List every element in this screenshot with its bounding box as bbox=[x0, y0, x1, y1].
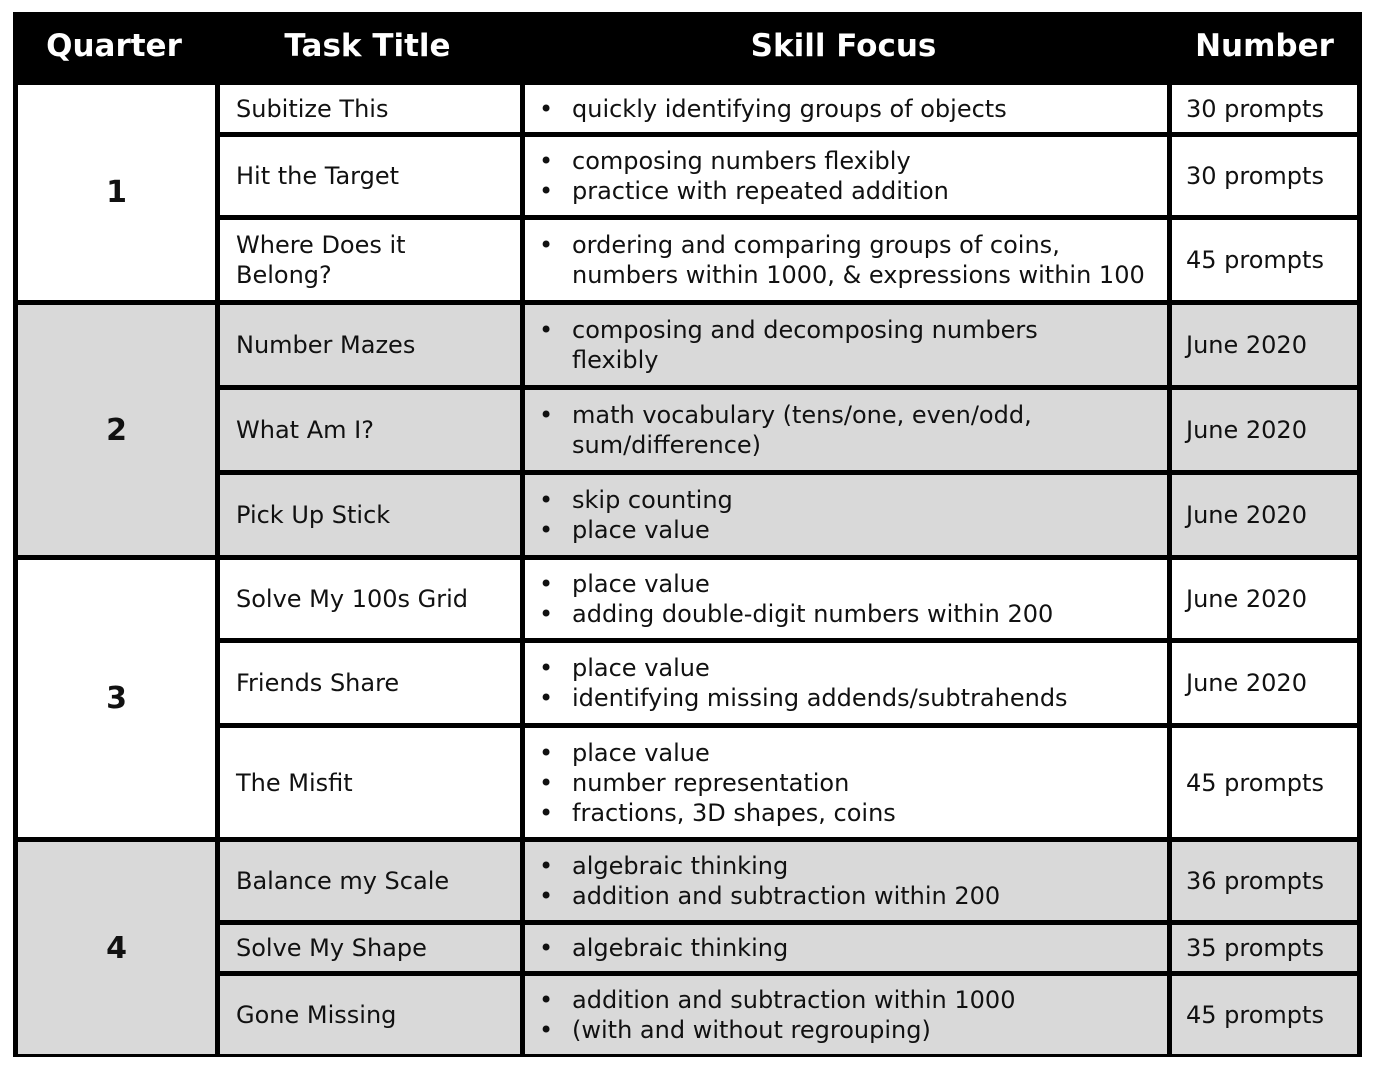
task-title-cell bbox=[220, 560, 520, 638]
task-title bbox=[236, 866, 449, 896]
skill-focus-cell bbox=[525, 925, 1167, 971]
number-cell: 45 prompts bbox=[1172, 976, 1357, 1054]
task-title-line: Solve My Shape bbox=[236, 934, 427, 962]
task-title-cell bbox=[220, 728, 520, 837]
skill-text bbox=[572, 683, 1068, 713]
skill-focus-cell bbox=[525, 560, 1167, 638]
bullet-icon: • bbox=[539, 1016, 554, 1044]
skill-bullet-item bbox=[539, 738, 1161, 768]
bullet-icon: • bbox=[539, 684, 554, 712]
skill-focus-cell bbox=[525, 137, 1167, 215]
header-task-title: Task Title bbox=[215, 12, 520, 80]
skill-text-line: skip counting bbox=[572, 486, 733, 514]
skill-text-line: fractions, 3D shapes, coins bbox=[572, 798, 896, 827]
skill-text-line: place value bbox=[572, 516, 710, 544]
skill-text-line: ordering and comparing groups of coins, bbox=[572, 231, 1060, 259]
skill-text bbox=[572, 985, 1015, 1015]
bullet-icon: • bbox=[539, 231, 554, 259]
number-cell: 45 prompts bbox=[1172, 728, 1357, 837]
task-title-line: Number Mazes bbox=[236, 331, 416, 359]
skill-text-line: algebraic thinking bbox=[572, 852, 789, 880]
skill-text-line: flexibly bbox=[572, 346, 659, 374]
bullet-icon: • bbox=[539, 600, 554, 628]
bullet-icon: • bbox=[539, 177, 554, 205]
skill-bullet-item bbox=[539, 985, 1161, 1015]
skill-text-line: addition and subtraction within 200 bbox=[572, 882, 1001, 910]
skill-text-line: adding double-digit numbers within 200 bbox=[572, 600, 1054, 628]
task-title-line: Gone Missing bbox=[236, 1001, 397, 1029]
task-title-cell bbox=[220, 643, 520, 723]
task-title-line: Subitize This bbox=[236, 94, 389, 123]
bullet-icon: • bbox=[539, 570, 554, 598]
skill-bullet-item bbox=[539, 599, 1161, 629]
task-title bbox=[236, 330, 415, 360]
skill-bullet-item bbox=[539, 146, 1161, 176]
skill-focus-cell bbox=[525, 220, 1167, 300]
skill-focus-cell bbox=[525, 305, 1167, 385]
skill-text-line: math vocabulary (tens/one, even/odd, bbox=[572, 401, 1032, 429]
skill-text bbox=[572, 485, 733, 515]
skill-focus-cell bbox=[525, 728, 1167, 837]
bullet-icon: • bbox=[539, 882, 554, 910]
skill-bullet-item bbox=[539, 230, 1161, 290]
skill-focus-cell bbox=[525, 390, 1167, 470]
bullet-icon: • bbox=[539, 738, 554, 767]
task-title bbox=[236, 161, 399, 191]
skill-focus-cell bbox=[525, 842, 1167, 920]
task-title-cell bbox=[220, 475, 520, 555]
skill-bullet-item bbox=[539, 933, 1161, 963]
skill-text-line: (with and without regrouping) bbox=[572, 1016, 931, 1044]
task-title bbox=[236, 668, 399, 698]
bullet-icon: • bbox=[539, 852, 554, 880]
skill-bullet-item bbox=[539, 176, 1161, 206]
skill-text bbox=[572, 176, 949, 206]
skill-text bbox=[572, 230, 1145, 290]
skill-text-line: place value bbox=[572, 738, 710, 767]
header-quarter: Quarter bbox=[13, 12, 215, 80]
task-title bbox=[236, 500, 390, 530]
skill-text bbox=[572, 400, 1032, 460]
number-cell: 30 prompts bbox=[1172, 85, 1357, 132]
task-title-cell bbox=[220, 976, 520, 1054]
skill-text-line: composing and decomposing numbers bbox=[572, 316, 1038, 344]
task-title-line: What Am I? bbox=[236, 416, 374, 444]
curriculum-table bbox=[13, 12, 1362, 1057]
quarter-label-3: 3 bbox=[18, 560, 215, 837]
task-title-cell bbox=[220, 305, 520, 385]
skill-text-line: place value bbox=[572, 654, 710, 682]
skill-bullet-item bbox=[539, 768, 1161, 798]
task-title-line: Friends Share bbox=[236, 669, 400, 697]
skill-focus-cell bbox=[525, 643, 1167, 723]
skill-focus-cell bbox=[525, 85, 1167, 132]
skill-bullet-item bbox=[539, 1015, 1161, 1045]
skill-bullet-item bbox=[539, 485, 1161, 515]
bullet-icon: • bbox=[539, 516, 554, 544]
skill-bullet-item bbox=[539, 400, 1161, 460]
task-title bbox=[236, 230, 406, 290]
bullet-icon: • bbox=[539, 654, 554, 682]
skill-text-line: numbers within 1000, & expressions within 100 bbox=[572, 261, 1145, 289]
number-cell: June 2020 bbox=[1172, 475, 1357, 555]
skill-text bbox=[572, 798, 896, 828]
bullet-icon: • bbox=[539, 934, 554, 962]
skill-text-line: number representation bbox=[572, 768, 850, 797]
task-title-cell bbox=[220, 137, 520, 215]
task-title bbox=[236, 94, 388, 124]
skill-text bbox=[572, 881, 1000, 911]
skill-bullet-item bbox=[539, 315, 1161, 375]
skill-text bbox=[572, 569, 710, 599]
number-cell: 36 prompts bbox=[1172, 842, 1357, 920]
skill-text bbox=[572, 94, 1007, 124]
task-title bbox=[236, 1000, 396, 1030]
skill-text-line: identifying missing addends/subtrahends bbox=[572, 684, 1068, 712]
skill-text bbox=[572, 768, 849, 798]
skill-focus-cell bbox=[525, 475, 1167, 555]
number-cell: 30 prompts bbox=[1172, 137, 1357, 215]
skill-bullet-item bbox=[539, 798, 1161, 828]
bullet-icon: • bbox=[539, 94, 554, 123]
task-title-line: Belong? bbox=[236, 261, 332, 289]
task-title-line: Pick Up Stick bbox=[236, 501, 391, 529]
bullet-icon: • bbox=[539, 486, 554, 514]
task-title-line: Balance my Scale bbox=[236, 867, 450, 895]
skill-text-line: quickly identifying groups of objects bbox=[572, 94, 1007, 123]
bullet-icon: • bbox=[539, 768, 554, 797]
bullet-icon: • bbox=[539, 986, 554, 1014]
skill-text bbox=[572, 1015, 931, 1045]
skill-text-line: place value bbox=[572, 570, 710, 598]
header-number: Number bbox=[1167, 12, 1362, 80]
task-title-cell bbox=[220, 220, 520, 300]
task-title bbox=[236, 768, 353, 798]
number-cell: June 2020 bbox=[1172, 390, 1357, 470]
task-title-cell bbox=[220, 85, 520, 132]
task-title bbox=[236, 933, 427, 963]
skill-text bbox=[572, 851, 788, 881]
quarter-label-1: 1 bbox=[18, 85, 215, 300]
bullet-icon: • bbox=[539, 147, 554, 175]
skill-text-line: addition and subtraction within 1000 bbox=[572, 986, 1016, 1014]
task-title-cell bbox=[220, 390, 520, 470]
number-cell: June 2020 bbox=[1172, 643, 1357, 723]
number-cell: June 2020 bbox=[1172, 560, 1357, 638]
task-title-line: Where Does it bbox=[236, 231, 406, 259]
skill-text bbox=[572, 599, 1053, 629]
quarter-label-4: 4 bbox=[18, 842, 215, 1054]
skill-bullet-item bbox=[539, 653, 1161, 683]
skill-text bbox=[572, 738, 710, 768]
number-cell: June 2020 bbox=[1172, 305, 1357, 385]
skill-bullet-item bbox=[539, 515, 1161, 545]
bullet-icon: • bbox=[539, 798, 554, 827]
task-title bbox=[236, 415, 374, 445]
skill-text-line: algebraic thinking bbox=[572, 934, 789, 962]
task-title bbox=[236, 584, 468, 614]
task-title-line: Hit the Target bbox=[236, 162, 400, 190]
skill-bullet-item bbox=[539, 851, 1161, 881]
task-title-cell bbox=[220, 842, 520, 920]
number-cell: 45 prompts bbox=[1172, 220, 1357, 300]
skill-text bbox=[572, 515, 710, 545]
task-title-cell bbox=[220, 925, 520, 971]
quarter-label-2: 2 bbox=[18, 305, 215, 555]
skill-text bbox=[572, 315, 1038, 375]
bullet-icon: • bbox=[539, 401, 554, 429]
skill-text bbox=[572, 653, 710, 683]
skill-text-line: sum/difference) bbox=[572, 431, 762, 459]
skill-text bbox=[572, 146, 911, 176]
header-skill-focus: Skill Focus bbox=[520, 12, 1167, 80]
task-title-line: Solve My 100s Grid bbox=[236, 585, 469, 613]
skill-text-line: practice with repeated addition bbox=[572, 177, 949, 205]
task-title-line: The Misfit bbox=[236, 768, 353, 797]
skill-bullet-item bbox=[539, 683, 1161, 713]
skill-focus-cell bbox=[525, 976, 1167, 1054]
bullet-icon: • bbox=[539, 316, 554, 344]
skill-bullet-item bbox=[539, 569, 1161, 599]
skill-text bbox=[572, 933, 788, 963]
skill-bullet-item bbox=[539, 94, 1161, 124]
number-cell: 35 prompts bbox=[1172, 925, 1357, 971]
skill-bullet-item bbox=[539, 881, 1161, 911]
skill-text-line: composing numbers flexibly bbox=[572, 147, 911, 175]
